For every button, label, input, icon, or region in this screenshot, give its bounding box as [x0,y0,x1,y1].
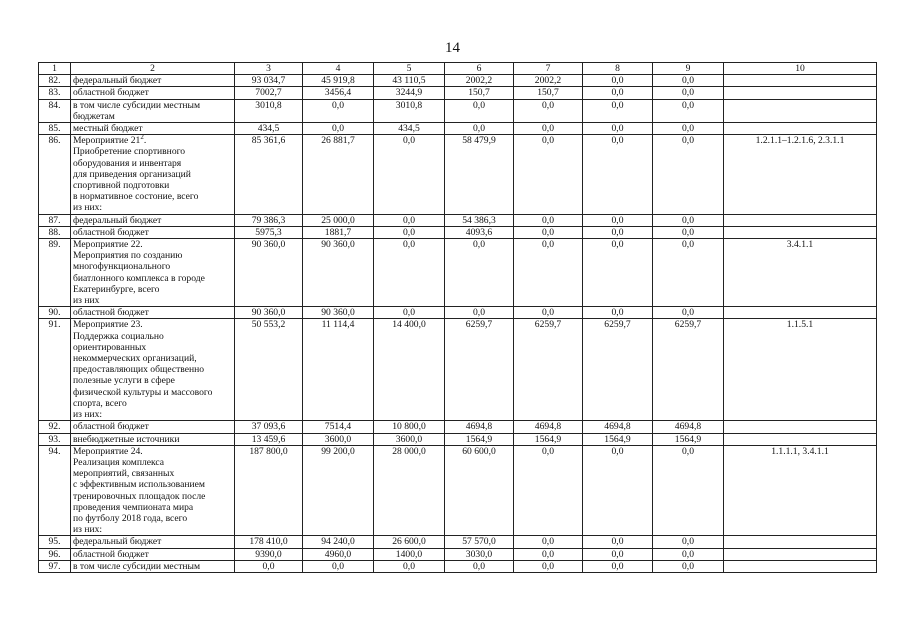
target-code: 1.1.1.1, 3.4.1.1 [724,445,877,536]
value-cell: 0,0 [374,239,445,307]
value-cell: 0,0 [303,560,374,572]
value-cell: 0,0 [514,239,583,307]
row-number: 86. [39,135,71,214]
value-cell: 0,0 [514,445,583,536]
value-cell: 45 919,8 [303,75,374,87]
header-cell: 10 [724,63,877,75]
target-code [724,99,877,122]
value-cell: 2002,2 [445,75,514,87]
value-cell: 50 553,2 [235,319,303,421]
target-code [724,433,877,445]
value-cell: 0,0 [653,99,724,122]
target-code [724,548,877,560]
row-number: 87. [39,214,71,226]
value-cell: 0,0 [514,214,583,226]
row-description: федеральный бюджет [71,536,235,548]
table-row [39,239,877,307]
value-cell: 90 360,0 [303,307,374,319]
value-cell: 13 459,6 [235,433,303,445]
value-cell: 0,0 [235,560,303,572]
value-cell: 0,0 [374,135,445,214]
row-number: 90. [39,307,71,319]
value-cell: 90 360,0 [303,239,374,307]
row-description: местный бюджет [71,123,235,135]
table-row [39,433,877,445]
value-cell: 0,0 [445,99,514,122]
value-cell: 11 114,4 [303,319,374,421]
value-cell: 4694,8 [514,421,583,433]
row-description: Мероприятие 22. Мероприятия по созданию многофункционального биатлонного комплекса в городе Екатеринбурге, всего из них [71,239,235,307]
value-cell: 2002,2 [514,75,583,87]
row-number: 83. [39,87,71,99]
table-row [39,214,877,226]
value-cell: 10 800,0 [374,421,445,433]
table-row [39,548,877,560]
value-cell: 5975,3 [235,226,303,238]
value-cell: 0,0 [514,135,583,214]
value-cell: 60 600,0 [445,445,514,536]
description-text-rest: . Приобретение спортивного оборудования и инвентаря для приведения организаций спортивной подготовки в нормативное состоние, всего из них: [73,135,199,214]
description-text: Мероприятие 21 [73,135,141,147]
value-cell: 0,0 [653,445,724,536]
value-cell: 4093,6 [445,226,514,238]
value-cell: 0,0 [583,214,653,226]
value-cell: 0,0 [583,239,653,307]
value-cell: 1564,9 [653,433,724,445]
value-cell: 4694,8 [583,421,653,433]
value-cell: 0,0 [583,307,653,319]
value-cell: 26 600,0 [374,536,445,548]
value-cell: 0,0 [374,226,445,238]
value-cell: 0,0 [445,307,514,319]
header-cell: 7 [514,63,583,75]
value-cell: 90 360,0 [235,239,303,307]
value-cell: 25 000,0 [303,214,374,226]
target-code [724,123,877,135]
row-description: областной бюджет [71,226,235,238]
value-cell: 28 000,0 [374,445,445,536]
value-cell: 0,0 [583,560,653,572]
row-number: 91. [39,319,71,421]
row-description: в том числе субсидии местным бюджетам [71,99,235,122]
value-cell: 0,0 [514,536,583,548]
row-number: 95. [39,536,71,548]
row-description: федеральный бюджет [71,75,235,87]
value-cell: 1564,9 [514,433,583,445]
value-cell: 37 093,6 [235,421,303,433]
budget-table [38,62,877,573]
header-cell: 3 [235,63,303,75]
value-cell: 0,0 [514,226,583,238]
row-number: 97. [39,560,71,572]
value-cell: 0,0 [653,135,724,214]
value-cell: 79 386,3 [235,214,303,226]
header-cell: 4 [303,63,374,75]
value-cell: 0,0 [583,536,653,548]
value-cell: 0,0 [653,307,724,319]
table-row [39,123,877,135]
value-cell: 0,0 [514,307,583,319]
value-cell: 1564,9 [583,433,653,445]
value-cell: 0,0 [514,99,583,122]
value-cell: 6259,7 [514,319,583,421]
row-description: в том числе субсидии местным [71,560,235,572]
row-number: 93. [39,433,71,445]
value-cell: 3600,0 [303,433,374,445]
value-cell: 3010,8 [235,99,303,122]
value-cell: 0,0 [445,123,514,135]
value-cell: 0,0 [374,307,445,319]
value-cell: 4960,0 [303,548,374,560]
row-number: 82. [39,75,71,87]
value-cell: 3010,8 [374,99,445,122]
value-cell: 7002,7 [235,87,303,99]
row-description: областной бюджет [71,548,235,560]
value-cell: 9390,0 [235,548,303,560]
row-number: 84. [39,99,71,122]
value-cell: 57 570,0 [445,536,514,548]
target-code [724,536,877,548]
value-cell: 90 360,0 [235,307,303,319]
value-cell: 150,7 [514,87,583,99]
row-description: Мероприятие 23. Поддержка социально ориентированных некоммерческих организаций, предоставляющих общественно полезные услуги в сфере физической культуры и массового спорта, всего из них: [71,319,235,421]
value-cell: 434,5 [374,123,445,135]
value-cell: 0,0 [583,99,653,122]
value-cell: 178 410,0 [235,536,303,548]
value-cell: 0,0 [583,445,653,536]
value-cell: 3600,0 [374,433,445,445]
row-number: 89. [39,239,71,307]
value-cell: 4694,8 [445,421,514,433]
value-cell: 187 800,0 [235,445,303,536]
target-code [724,560,877,572]
value-cell: 0,0 [445,560,514,572]
row-number: 94. [39,445,71,536]
header-cell: 8 [583,63,653,75]
value-cell: 26 881,7 [303,135,374,214]
target-code [724,87,877,99]
value-cell: 0,0 [583,123,653,135]
value-cell: 7514,4 [303,421,374,433]
value-cell: 0,0 [653,123,724,135]
table-row [39,135,877,214]
header-cell: 6 [445,63,514,75]
value-cell: 0,0 [653,548,724,560]
value-cell: 1400,0 [374,548,445,560]
page-number: 14 [445,40,460,56]
header-cell: 2 [71,63,235,75]
target-code: 1.1.5.1 [724,319,877,421]
value-cell: 1881,7 [303,226,374,238]
table-body [39,63,877,573]
value-cell: 0,0 [303,99,374,122]
value-cell: 0,0 [583,135,653,214]
value-cell: 0,0 [303,123,374,135]
value-cell: 0,0 [583,226,653,238]
value-cell: 0,0 [653,536,724,548]
row-number: 96. [39,548,71,560]
value-cell: 0,0 [374,214,445,226]
value-cell: 0,0 [445,239,514,307]
value-cell: 43 110,5 [374,75,445,87]
value-cell: 1564,9 [445,433,514,445]
value-cell: 0,0 [653,87,724,99]
header-cell: 9 [653,63,724,75]
value-cell: 0,0 [653,226,724,238]
row-description [71,135,235,214]
value-cell: 14 400,0 [374,319,445,421]
table-row [39,307,877,319]
value-cell: 0,0 [514,123,583,135]
value-cell: 0,0 [583,548,653,560]
table-row [39,226,877,238]
value-cell: 4694,8 [653,421,724,433]
table-row [39,87,877,99]
value-cell: 0,0 [653,560,724,572]
row-number: 88. [39,226,71,238]
target-code [724,226,877,238]
row-description: внебюджетные источники [71,433,235,445]
value-cell: 150,7 [445,87,514,99]
row-description: Мероприятие 24. Реализация комплекса мероприятий, связанных с эффективным использованием тренировочных площадок после проведения чемпионата мира по футболу 2018 года, всего из них: [71,445,235,536]
value-cell: 94 240,0 [303,536,374,548]
table-row [39,536,877,548]
value-cell: 6259,7 [445,319,514,421]
row-description: областной бюджет [71,307,235,319]
target-code: 3.4.1.1 [724,239,877,307]
target-code: 1.2.1.1–1.2.1.6, 2.3.1.1 [724,135,877,214]
value-cell: 0,0 [583,75,653,87]
value-cell: 3030,0 [445,548,514,560]
value-cell: 3456,4 [303,87,374,99]
row-number: 92. [39,421,71,433]
value-cell: 6259,7 [583,319,653,421]
header-row [39,63,877,75]
table-row [39,99,877,122]
value-cell: 0,0 [653,214,724,226]
row-description: областной бюджет [71,87,235,99]
target-code [724,75,877,87]
value-cell: 0,0 [583,87,653,99]
target-code [724,307,877,319]
value-cell: 54 386,3 [445,214,514,226]
value-cell: 434,5 [235,123,303,135]
description-superscript: 2 [140,134,144,142]
value-cell: 3244,9 [374,87,445,99]
value-cell: 58 479,9 [445,135,514,214]
value-cell: 0,0 [374,560,445,572]
row-description: федеральный бюджет [71,214,235,226]
table-row [39,421,877,433]
table-row [39,75,877,87]
value-cell: 99 200,0 [303,445,374,536]
table-row [39,445,877,536]
value-cell: 85 361,6 [235,135,303,214]
target-code [724,214,877,226]
target-code [724,421,877,433]
row-number: 85. [39,123,71,135]
header-cell: 1 [39,63,71,75]
table-row [39,319,877,421]
header-cell: 5 [374,63,445,75]
value-cell: 0,0 [514,560,583,572]
value-cell: 6259,7 [653,319,724,421]
value-cell: 0,0 [514,548,583,560]
value-cell: 93 034,7 [235,75,303,87]
table-row [39,560,877,572]
value-cell: 0,0 [653,239,724,307]
value-cell: 0,0 [653,75,724,87]
row-description: областной бюджет [71,421,235,433]
